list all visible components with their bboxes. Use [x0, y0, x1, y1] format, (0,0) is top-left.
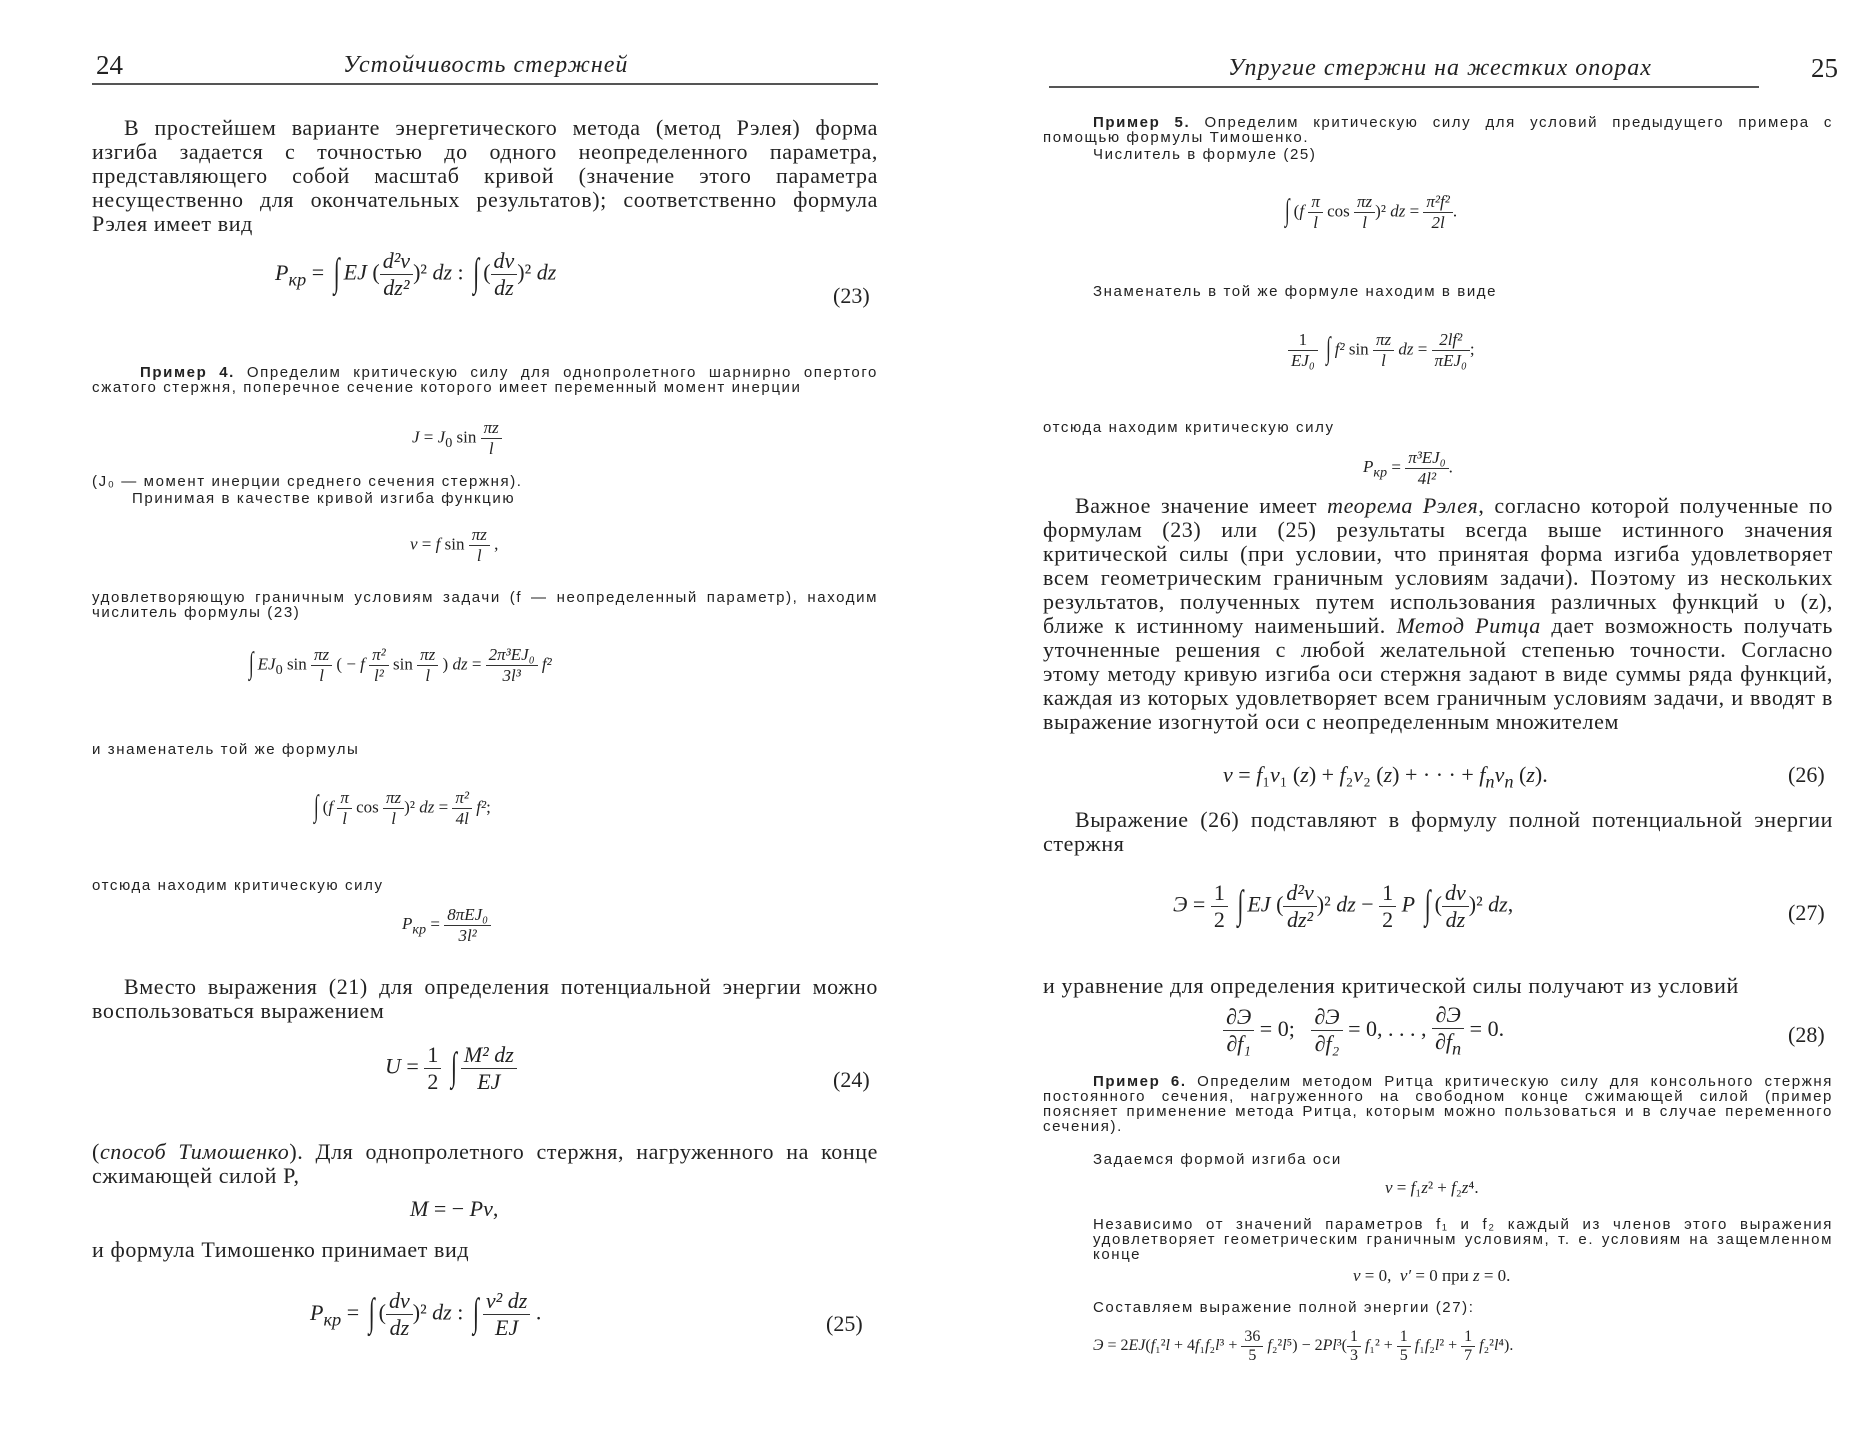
energy-text: Составляем выражение полной энергии (27):: [1093, 1299, 1475, 1316]
timoshenko-form-text: и формула Тимошенко принимает вид: [92, 1237, 470, 1262]
equation-number-28: (28): [1788, 1022, 1825, 1047]
paragraph-potential: Вместо выражения (21) для определения потенциальной энергии можно воспользоваться выражением: [92, 974, 878, 1023]
paragraph-timoshenko-text: Для однопролетного стержня, нагруженного на конце сжимающей силой P,: [92, 1139, 878, 1188]
running-head: Устойчивость стержней: [343, 52, 629, 78]
header-rule: [1049, 86, 1759, 88]
equation-number-23: (23): [833, 283, 870, 308]
timoshenko-method: способ Тимошенко: [99, 1139, 290, 1164]
independent-text: Независимо от значений параметров f₁ и f₂ каждый из членов этого выражения удовлетворяет геометрическим граничным условиям, т. е. условиям на защемленном конце: [1093, 1216, 1833, 1263]
formula-denominator-25: $\frac{1}{\text{EJ₀}}$ ∫ f² sin $\frac{\pi z}{l}$ dz = $\frac{\text{2lf²}}{\text{πEJ₀}}$ ;: [1288, 330, 1475, 371]
example-4-heading: Пример 4.: [140, 364, 235, 381]
equation-number-26: (26): [1788, 762, 1825, 787]
paragraph-rayleigh-theorem: [1043, 494, 1833, 734]
formula-25: $P_{кр}$ = ∫ ( $\frac{dv}{dz}$ )² dz : ∫ $\frac{\text{v² dz}}{EJ}$ .: [310, 1288, 542, 1340]
example-5: [1043, 115, 1833, 145]
theorem-text: , согласно которой полученные по формулам (23) или (25) результаты всегда выше истинного значения критической силы (при условии, что принятая форма изгиба удовлетворяет всем геометрическим граничным условиям задачи). Поэтому из нескольких результатов, полученных путем использования различных функций υ (z), ближе к истинному наименьший.: [1043, 493, 1833, 638]
numerator-text: Числитель в формуле (25): [1093, 146, 1317, 163]
formula-numerator-25: ∫ (f $\frac{\pi}{l}$ cos $\frac{\pi z}{l}$ )² dz = $\frac{\text{π²f²}}{2l}$ .: [1285, 192, 1458, 232]
taking-curve-text: Принимая в качестве кривой изгиба функцию: [132, 490, 516, 507]
paragraph-conditions: и уравнение для определения критической силы получают из условий: [1043, 973, 1739, 998]
running-head: Упругие стержни на жестких опорах: [1228, 55, 1652, 81]
left-page: [0, 0, 933, 1440]
example-5-text: Определим критическую силу для условий предыдущего примера с помощью формулы Тимошенко.: [1043, 114, 1834, 146]
paragraph-timoshenko: (способ Тимошенко). Для однопролетного стержня, нагруженного на конце сжимающей силой P,: [92, 1139, 878, 1188]
satisfying-text: удовлетворяющую граничным условиям задачи (f — неопределенный параметр), находим числитель формулы (23): [92, 589, 878, 621]
example-5-heading: Пример 5.: [1093, 114, 1191, 131]
formula-27: Э = $\frac{1}{2}$ ∫ EJ ( $\frac{\text{d²v}}{\text{dz²}}$ )² dz − $\frac{1}{2}$ P ∫ ( $\frac{dv}{dz}$ )² dz,: [1173, 880, 1514, 932]
denominator-text: Знаменатель в той же формуле находим в виде: [1093, 283, 1498, 300]
example-4: [92, 365, 878, 395]
example-6: [1043, 1074, 1833, 1134]
theorem-intro: Важное значение имеет: [1075, 493, 1318, 518]
equation-number-24: (24): [833, 1067, 870, 1092]
formula-energy-ex6: Э = 2EJ(f₁²l + 4f₁f₂l³ + $\frac{36}{5}$ f₂²l⁵) − 2Pl³( $\frac{1}{3}$ f₁² + $\frac{1}{5}$ f₁f₂l² + $\frac{1}{7}$ f₂²l⁴).: [1093, 1328, 1514, 1364]
critical-force-text: отсюда находим критическую силу: [92, 877, 384, 894]
page-number: 25: [1811, 53, 1838, 83]
formula-pkr-ex5: $P_{кр}$ = $\frac{\text{π³EJ₀}}{\text{4l²}}$ .: [1363, 448, 1453, 488]
j0-note: (J₀ — момент инерции среднего сечения стержня).: [92, 473, 523, 490]
header-rule: [92, 83, 878, 85]
formula-j: $J = J_0$ sin $\frac{\pi z}{l}$: [412, 418, 502, 459]
paragraph-energy: Выражение (26) подставляют в формулу полной потенциальной энергии стержня: [1043, 807, 1833, 856]
rayleigh-theorem: теорема Рэлея: [1327, 493, 1479, 518]
example-4-text: Определим критическую силу для однопролетного шарнирно опертого сжатого стержня, поперечное сечение которого имеет переменный момент инерции: [92, 364, 878, 396]
formula-denominator: ∫ (f $\frac{\pi}{l}$ cos $\frac{\pi z}{l}$ )² dz = $\frac{\text{π²}}{4l}$ f²;: [314, 788, 491, 828]
formula-26: v = f₁v₁ (z) + f₂v₂ (z) + · · · + $f_nv_n$ (z).: [1223, 762, 1548, 792]
formula-numerator: ∫ $EJ_0$ sin $\frac{\pi z}{l}$ ( − f $\frac{\text{π²}}{\text{l²}}$ sin $\frac{\pi z}{l}$ ) dz = $\frac{\text{2π³EJ₀}}{\text{3l³}}$ f²: [249, 645, 552, 685]
shape-text: Задаемся формой изгиба оси: [1093, 1151, 1342, 1168]
formula-moment: M = − Pv,: [410, 1196, 499, 1221]
formula-v: v = f sin $\frac{\pi z}{l}$ ,: [410, 525, 499, 565]
formula-28: $\frac{\partial Э}{\text{∂f₁}}$ = 0; $\frac{\partial Э}{\text{∂f₂}}$ = 0, . . . , $\frac{\partial Э}{\partial f_n}$ = 0.: [1223, 1002, 1504, 1059]
paragraph-rayleigh: В простейшем варианте энергетического метода (метод Рэлея) форма изгиба задается с точностью до одного неопределенного параметра, представляющего собой масштаб кривой (значение этого параметра несущественно для окончательных результатов); соответственно формула Рэлея имеет вид: [92, 115, 878, 236]
formula-boundary: v = 0, v′ = 0 при z = 0.: [1353, 1266, 1511, 1285]
ritz-method: Метод Ритца: [1396, 613, 1541, 638]
example-6-text: Определим методом Ритца критическую силу для консольного стержня постоянного сечения, нагруженного на свободном конце сжимающей силой (пример поясняет применение метода Ритца, которым можно пользоваться и в случае переменного сечения).: [1043, 1073, 1833, 1135]
ritz-text: дает возможность получать уточненные решения с любой желательной степенью точности. Согласно этому методу кривую изгиба оси стержня задают в виде суммы ряда функций, каждая из которых удовлетворяет всем граничным условиям задачи, и вводят в выражение изогнутой оси с неопределенным множителем: [1043, 613, 1833, 734]
formula-24: U = $\frac{1}{2}$ ∫ $\frac{\text{M² dz}}{EJ}$: [385, 1042, 517, 1095]
equation-number-25: (25): [826, 1311, 863, 1336]
equation-number-27: (27): [1788, 900, 1825, 925]
denominator-text: и знаменатель той же формулы: [92, 741, 360, 758]
formula-pkr-ex4: $P_{кр}$ = $\frac{\text{8πEJ₀}}{\text{3l²}}$: [402, 905, 491, 946]
critical-force-text: отсюда находим критическую силу: [1043, 419, 1335, 436]
formula-23: $P_{кр}$ = ∫ EJ ( $\frac{\text{d²v}}{\text{dz²}}$ )² dz : ∫ ( $\frac{dv}{dz}$ )² dz: [275, 248, 557, 300]
page-number: 24: [96, 50, 123, 80]
example-6-heading: Пример 6.: [1093, 1073, 1187, 1090]
right-page: [933, 0, 1867, 1440]
formula-v-ex6: v = f₁z² + f₂z⁴.: [1385, 1178, 1479, 1197]
